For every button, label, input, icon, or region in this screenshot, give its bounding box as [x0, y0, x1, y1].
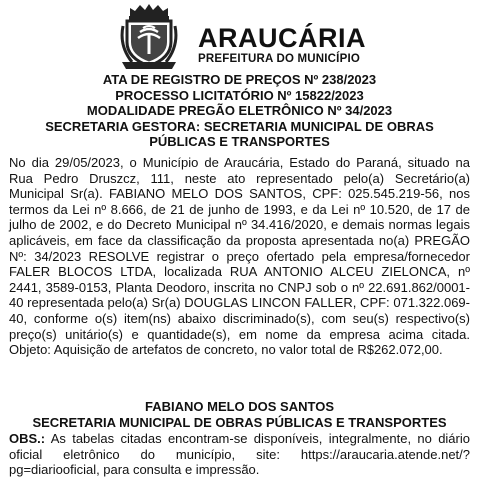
- municipal-coat-of-arms-icon: [118, 2, 180, 72]
- title-processo: PROCESSO LICITATÓRIO Nº 15822/2023: [115, 87, 364, 103]
- title-modalidade: MODALIDADE PREGÃO ELETRÔNICO Nº 34/2023: [86, 103, 393, 118]
- signatory-department: SECRETARIA MUNICIPAL DE OBRAS PÚBLICAS E TRANSPORTES: [32, 414, 447, 430]
- title-secretaria-cont: PÚBLICAS E TRANSPORTES: [149, 134, 330, 149]
- brand: [198, 24, 366, 66]
- obs-text: As tabelas citadas encontram-se disponíveis, integralmente, no diário oficial eletrônico do município, site: https://araucaria.atende.net/?pg=diariooficial, para consulta e impressão.: [9, 431, 470, 478]
- brand-name: ARAUCÁRIA: [198, 23, 366, 53]
- obs-label: OBS.:: [9, 431, 46, 446]
- obs-note: [9, 431, 470, 478]
- signatory-name: FABIANO MELO DOS SANTOS: [145, 399, 334, 414]
- signature-block: [0, 399, 479, 430]
- header: [118, 2, 368, 72]
- document-titles: [0, 72, 479, 150]
- body-paragraph: No dia 29/05/2023, o Município de Araucária, Estado do Paraná, situado na Rua Pedro Druszcz, 111, neste ato representado pelo(a) Secretário(a) Municipal Sr(a). FABIANO MELO DOS SANTOS, CPF: 025.545.219-56, nos termos da Lei nº 8.666, de 21 de junho de 1993, e da Lei nº 10.520, de 17 de julho de 2002, e do Decreto Municipal nº 34.416/2020, e demais normas legais aplicáveis, em face da classificação da proposta apresentada no(a) PREGÃO Nº: 34/2023 RESOLVE registrar o preço ofertado pela empresa/fornecedor FALER BLOCOS LTDA, localizada RUA ANTONIO ALCEU ZIELONCA, nº 2441, 3589-0153, Planta Deodoro, inscrita no CNPJ sob o nº 22.691.862/0001-40 representada pelo(a) Sr(a) DOUGLAS LINCON FALLER, CPF: 071.322.069-40, conforme o(s) item(ns) abaixo discriminado(s), com seu(s) respectivo(s) preço(s) unitário(s) e quantidade(s), em nome da empresa acima citada. Objeto: Aquisição de artefatos de concreto, no valor total de R$262.072,00.: [9, 155, 470, 358]
- title-ata: ATA DE REGISTRO DE PREÇOS Nº 238/2023: [102, 72, 377, 87]
- title-secretaria: SECRETARIA GESTORA: SECRETARIA MUNICIPAL DE OBRAS: [45, 118, 434, 134]
- brand-subtitle: PREFEITURA DO MUNICÍPIO: [198, 53, 360, 65]
